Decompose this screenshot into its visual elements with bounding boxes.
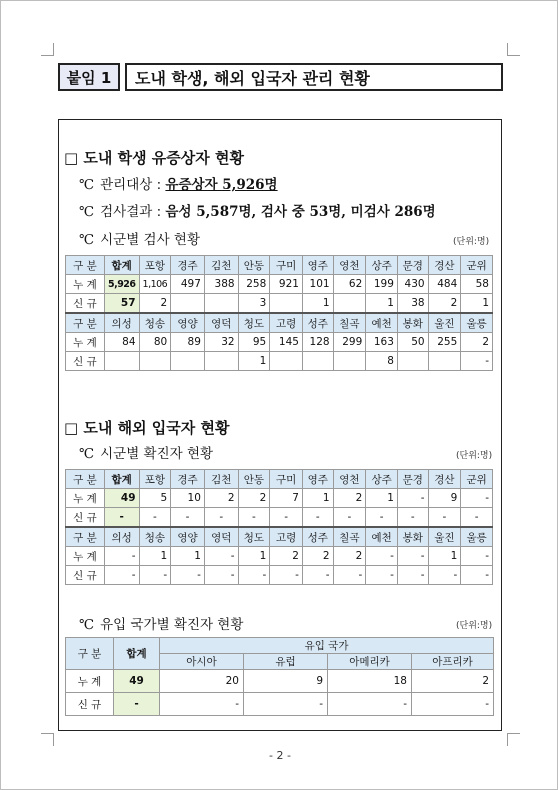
- section1-bullet-city: ℃ 시군별 검사 현황: [79, 232, 200, 248]
- section1-city-table: [65, 255, 493, 371]
- crop-mark-top-right: [507, 43, 520, 56]
- table-row: 신 규 - - - - -: [66, 693, 494, 716]
- section1-heading: □ 도내 학생 유증상자 현황: [64, 149, 244, 167]
- page-number: - 2 -: [269, 749, 291, 762]
- table-header-row: 구 분 합계 포항 경주 김천 안동 구미 영주 영천 상주 문경 경산 군위: [66, 256, 493, 275]
- table-row: 누 계 5,926 1,106 497 388 258 921 101 62 199 430 484 58: [66, 275, 493, 294]
- attachment-tag: 붙임 1: [58, 63, 120, 91]
- bullet-icon: ℃: [79, 232, 95, 248]
- section1-bullet-result: ℃ 검사결과 : 음성 5,587명, 검사 중 53명, 미검사 286명: [79, 204, 436, 220]
- crop-mark-bottom-left: [41, 733, 54, 746]
- table-header-row: 구 분 의성 청송 영양 영덕 청도 고령 성주 칠곡 예천 봉화 울진 울릉: [66, 527, 493, 547]
- table-row: 누 계 49 5 10 2 2 7 1 2 1 - 9 -: [66, 489, 493, 508]
- table-header-row: 구 분 합계 포항 경주 김천 안동 구미 영주 영천 상주 문경 경산 군위: [66, 470, 493, 489]
- bullet-icon: ℃: [79, 446, 95, 462]
- table-row: 신 규 1 8 -: [66, 352, 493, 371]
- section2-city-table: [65, 469, 493, 585]
- table-row: 신 규 57 2 3 1 1 38 2 1: [66, 294, 493, 314]
- section2-bullet-city: ℃ 시군별 확진자 현황: [79, 446, 214, 462]
- section2-bullet-country: ℃ 유입 국가별 확진자 현황: [79, 617, 244, 633]
- bullet-icon: ℃: [79, 177, 95, 193]
- target-value: 유증상자 5,926명: [165, 177, 278, 193]
- table-header-row: 구 분 의성 청송 영양 영덕 청도 고령 성주 칠곡 예천 봉화 울진 울릉: [66, 313, 493, 333]
- table-row: 누 계 84 80 89 32 95 145 128 299 163 50 255 2: [66, 333, 493, 352]
- bullet-icon: ℃: [79, 617, 95, 633]
- table-header-row: 구 분 합계 유입 국가: [66, 638, 494, 654]
- crop-mark-top-left: [41, 43, 54, 56]
- table-header-row: 아시아 유럽 아메리카 아프리카: [66, 654, 494, 670]
- crop-mark-bottom-right: [507, 733, 520, 746]
- unit-label: (단위:명): [456, 621, 493, 631]
- section2-heading: □ 도내 해외 입국자 현황: [64, 419, 230, 437]
- table-row: 누 계 - 1 1 - 1 2 2 2 - - 1 -: [66, 547, 493, 566]
- bullet-icon: ℃: [79, 204, 95, 220]
- table-row: 누 계 49 20 9 18 2: [66, 670, 494, 693]
- result-value: 음성 5,587명, 검사 중 53명, 미검사 286명: [165, 204, 436, 220]
- unit-label: (단위:명): [456, 451, 493, 461]
- document-title: 도내 학생, 해외 입국자 관리 현황: [125, 63, 503, 91]
- table-row: 신 규 - - - - - - - - - - - -: [66, 566, 493, 585]
- unit-label: (단위:명): [453, 237, 490, 247]
- section2-country-table: [65, 637, 494, 716]
- section1-bullet-target: ℃ 관리대상 : 유증상자 5,926명: [79, 177, 278, 193]
- table-row: 신 규 - - - - - - - - - - - -: [66, 508, 493, 528]
